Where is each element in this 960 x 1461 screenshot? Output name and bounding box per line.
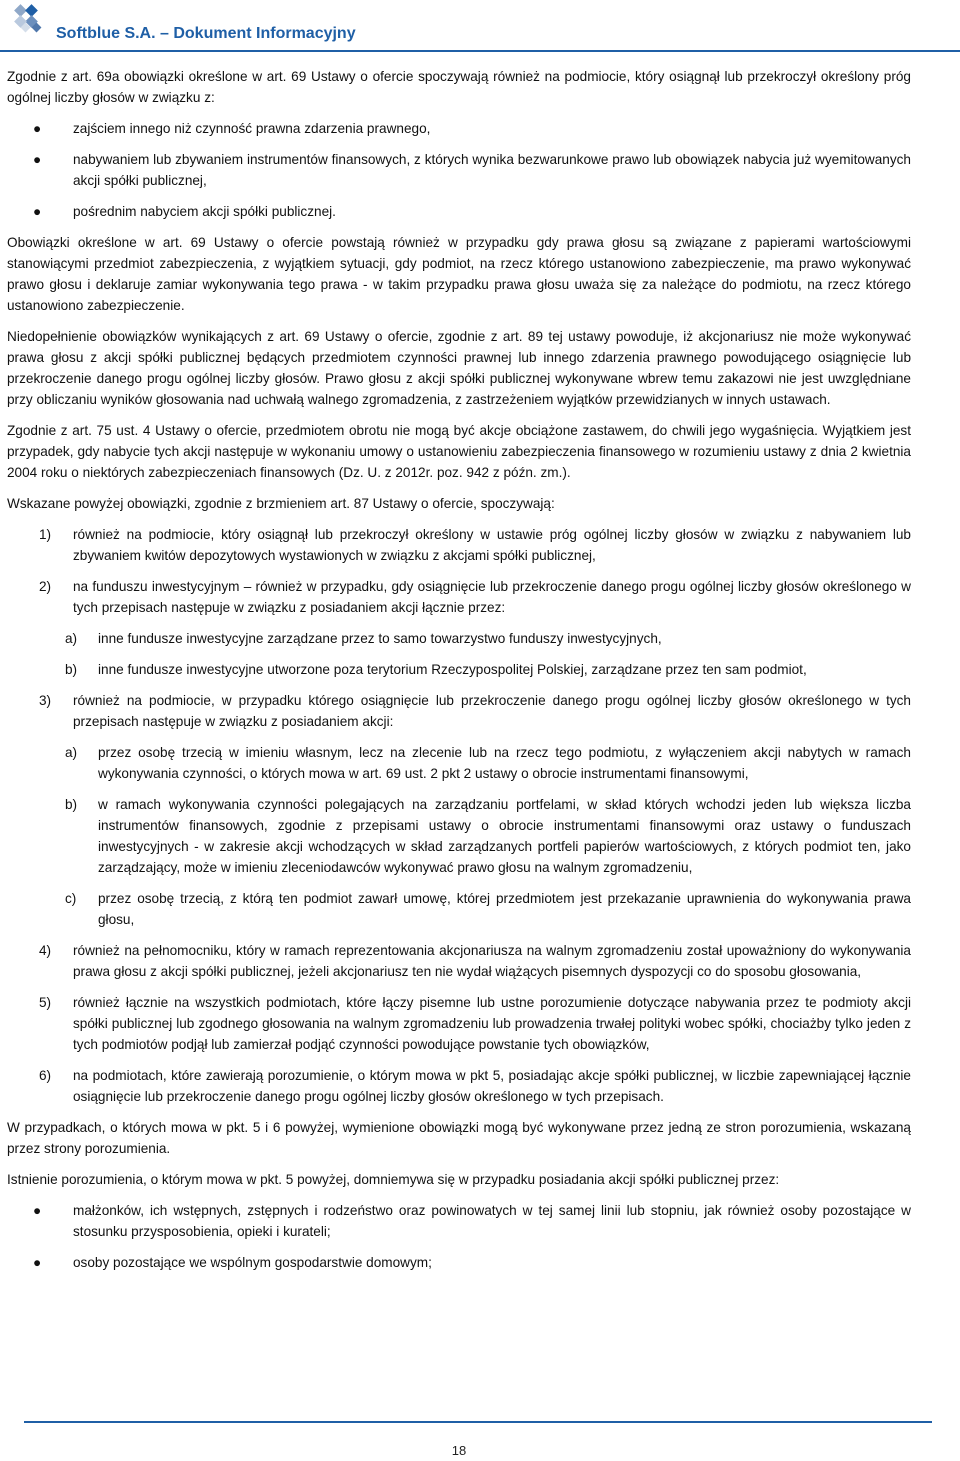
- item-marker: a): [65, 745, 78, 760]
- document-body: [7, 66, 911, 1283]
- item-marker: 6): [39, 1068, 52, 1083]
- item-marker: a): [65, 631, 78, 646]
- bullet-text: pośrednim nabyciem akcji spółki publicznej.: [73, 204, 336, 219]
- bullet-icon: ●: [33, 1255, 42, 1270]
- item-text: inne fundusze inwestycyjne zarządzane przez to samo towarzystwo funduszy inwestycyjnych,: [98, 631, 662, 646]
- sub-item: [7, 742, 911, 784]
- bullet-text: małżonków, ich wstępnych, zstępnych i rodzeństwo oraz powinowatych w tej samej linii lub stopniu, jak również osoby pozostające w stosunku przysposobienia, opieki i kurateli;: [73, 1203, 911, 1239]
- numbered-item: [7, 1065, 911, 1107]
- item-text: przez osobę trzecią, z którą ten podmiot zawarł umowę, której przedmiotem jest przekazanie uprawnienia do wykonywania prawa głosu,: [98, 891, 911, 927]
- item-text: inne fundusze inwestycyjne utworzone poza terytorium Rzeczypospolitej Polskiej, zarządzane przez ten sam podmiot,: [98, 662, 807, 677]
- numbered-item: [7, 576, 911, 618]
- bullet-item: [7, 118, 911, 139]
- page-number: 18: [451, 1443, 467, 1458]
- item-marker: 4): [39, 943, 52, 958]
- item-text: na podmiotach, które zawierają porozumienie, o którym mowa w pkt 5, posiadając akcje spółki publicznej, w liczbie zapewniającej łącznie osiągnięcie lub przekroczenie danego progu ogólnej liczby głosów określonego w tych przepisach.: [73, 1068, 911, 1104]
- bullet-icon: ●: [33, 152, 42, 167]
- item-marker: 2): [39, 579, 52, 594]
- numbered-item: [7, 940, 911, 982]
- item-marker: c): [65, 891, 77, 906]
- paragraph-security-votes: Obowiązki określone w art. 69 Ustawy o ofercie powstają również w przypadku gdy prawa głosu są związane z papierami wartościowymi stanowiącymi przedmiot zabezpieczenia, z wyjątkiem sytuacji, gdy podmiot, na rzecz którego ustanowiono zabezpieczenie, ma prawo wykonywać prawo głosu i deklaruje zamiar wykonywania tego prawa - w takim przypadku prawa głosu uważa się za należące do podmiotu, na rzecz którego ustanowiono zabezpieczenie.: [7, 235, 911, 313]
- paragraph-art-87-intro: Wskazane powyżej obowiązki, zgodnie z brzmieniem art. 87 Ustawy o ofercie, spoczywają:: [7, 496, 555, 511]
- numbered-item: [7, 524, 911, 566]
- bullet-item: [7, 1252, 911, 1273]
- sub-item: [7, 794, 911, 878]
- numbered-item: [7, 992, 911, 1055]
- sub-item: [7, 888, 911, 930]
- item-text: również na pełnomocniku, który w ramach reprezentowania akcjonariusza na walnym zgromadzeniu został upoważniony do wykonywania prawa głosu z akcji spółki publicznej, jeżeli akcjonariusz ten nie wydał wiążących pisemnych dyspozycji co do sposobu głosowania,: [73, 943, 911, 979]
- item-text: na funduszu inwestycyjnym – również w przypadku, gdy osiągnięcie lub przekroczenie danego progu ogólnej liczby głosów określonego w tych przepisach następuje w związku z posiadaniem akcji łącznie przez:: [73, 579, 911, 615]
- item-text: przez osobę trzecią w imieniu własnym, lecz na zlecenie lub na rzecz tego podmiotu, z wyłączeniem akcji nabytych w ramach wykonywania czynności, o których mowa w art. 69 ust. 2 pkt 2 ustawy o obrocie instrumentami finansowymi,: [98, 745, 911, 781]
- numbered-item: [7, 690, 911, 732]
- item-marker: b): [65, 797, 78, 812]
- bullet-item: [7, 149, 911, 191]
- paragraph-non-fulfilment: Niedopełnienie obowiązków wynikających z art. 69 Ustawy o ofercie, zgodnie z art. 89 tej ustawy powoduje, iż akcjonariusz nie może wykonywać prawa głosu z akcji spółki publicznej będących przedmiotem czynności prawnej lub innego zdarzenia prawnego powodującego osiągnięcie lub przekroczenie danego progu ogólnej liczby głosów. Prawo głosu z akcji spółki publicznej wykonywane wbrew temu zakazowi nie jest uwzględniane przy obliczaniu wyników głosowania nad uchwałą walnego zgromadzenia, z zastrzeżeniem wyjątków przewidzianych w innych ustawach.: [7, 329, 911, 407]
- paragraph-pkt-5-6: W przypadkach, o których mowa w pkt. 5 i 6 powyżej, wymienione obowiązki mogą być wykonywane przez jedną ze stron porozumienia, wskazaną przez strony porozumienia.: [7, 1120, 911, 1156]
- item-marker: b): [65, 662, 78, 677]
- sub-item: [7, 628, 911, 649]
- item-text: również łącznie na wszystkich podmiotach, które łączy pisemne lub ustne porozumienie dotyczące nabywania przez te podmioty akcji spółki publicznej lub zgodnego głosowania na walnym zgromadzeniu lub prowadzenia trwałej polityki wobec spółki, chociażby tylko jeden z tych podmiotów podjął lub zamierzał podjąć czynności powodujące powstanie tych obowiązków,: [73, 995, 911, 1052]
- bullet-text: zajściem innego niż czynność prawna zdarzenia prawnego,: [73, 121, 431, 136]
- paragraph-art-75: Zgodnie z art. 75 ust. 4 Ustawy o ofercie, przedmiotem obrotu nie mogą być akcje obciążone zastawem, do chwili jego wygaśnięcia. Wyjątkiem jest przypadek, gdy nabycie tych akcji następuje w wykonaniu umowy o ustanowieniu zabezpieczenia finansowego w rozumieniu ustawy z dnia 2 kwietnia 2004 roku o niektórych zabezpieczeniach finansowych (Dz. U. z 2012r. poz. 942 z późn. zm.).: [7, 423, 911, 480]
- page-header: [0, 0, 960, 52]
- bullet-icon: ●: [33, 121, 42, 136]
- bullet-icon: ●: [33, 204, 42, 219]
- item-marker: 5): [39, 995, 52, 1010]
- item-text: również na podmiocie, w przypadku którego osiągnięcie lub przekroczenie danego progu ogólnej liczby głosów określonego w tych przepisach następuje w związku z posiadaniem akcji:: [73, 693, 911, 729]
- item-marker: 3): [39, 693, 52, 708]
- bullet-text: nabywaniem lub zbywaniem instrumentów finansowych, z których wynika bezwarunkowe prawo lub obowiązek nabycia już wyemitowanych akcji spółki publicznej,: [73, 152, 911, 188]
- sub-item: [7, 659, 911, 680]
- bullet-item: [7, 201, 911, 222]
- bullet-icon: ●: [33, 1203, 42, 1218]
- bullet-text: osoby pozostające we wspólnym gospodarstwie domowym;: [73, 1255, 432, 1270]
- item-text: w ramach wykonywania czynności polegających na zarządzaniu portfelami, w skład których wchodzi jeden lub większa liczba instrumentów finansowych, zgodnie z przepisami ustawy o obrocie instrumentami finansowymi oraz ustawy o funduszach inwestycyjnych - w zakresie akcji wchodzących w skład zarządzanych portfeli papierów wartościowych, z których podmiot ten, jako zarządzający, może w imieniu zleceniodawców wykonywać prawo głosu na walnym zgromadzeniu,: [98, 797, 911, 875]
- bullet-item: [7, 1200, 911, 1242]
- item-marker: 1): [39, 527, 52, 542]
- paragraph-presumption: Istnienie porozumienia, o którym mowa w pkt. 5 powyżej, domniemywa się w przypadku posiadania akcji spółki publicznej przez:: [7, 1172, 780, 1187]
- footer-divider: [24, 1421, 932, 1423]
- item-text: również na podmiocie, który osiągnął lub przekroczył określony w ustawie próg ogólnej liczby głosów w związku z nabywaniem lub zbywaniem kwitów depozytowych wystawionych w związku z akcjami spółki publicznej,: [73, 527, 911, 563]
- document-title: Softblue S.A. – Dokument Informacyjny: [56, 25, 356, 42]
- paragraph-art-69a: Zgodnie z art. 69a obowiązki określone w art. 69 Ustawy o ofercie spoczywają również na podmiocie, który osiągnął lub przekroczył określony próg ogólnej liczby głosów w związku z:: [7, 69, 911, 105]
- header-divider: [0, 50, 960, 52]
- softblue-logo-icon: [14, 4, 46, 36]
